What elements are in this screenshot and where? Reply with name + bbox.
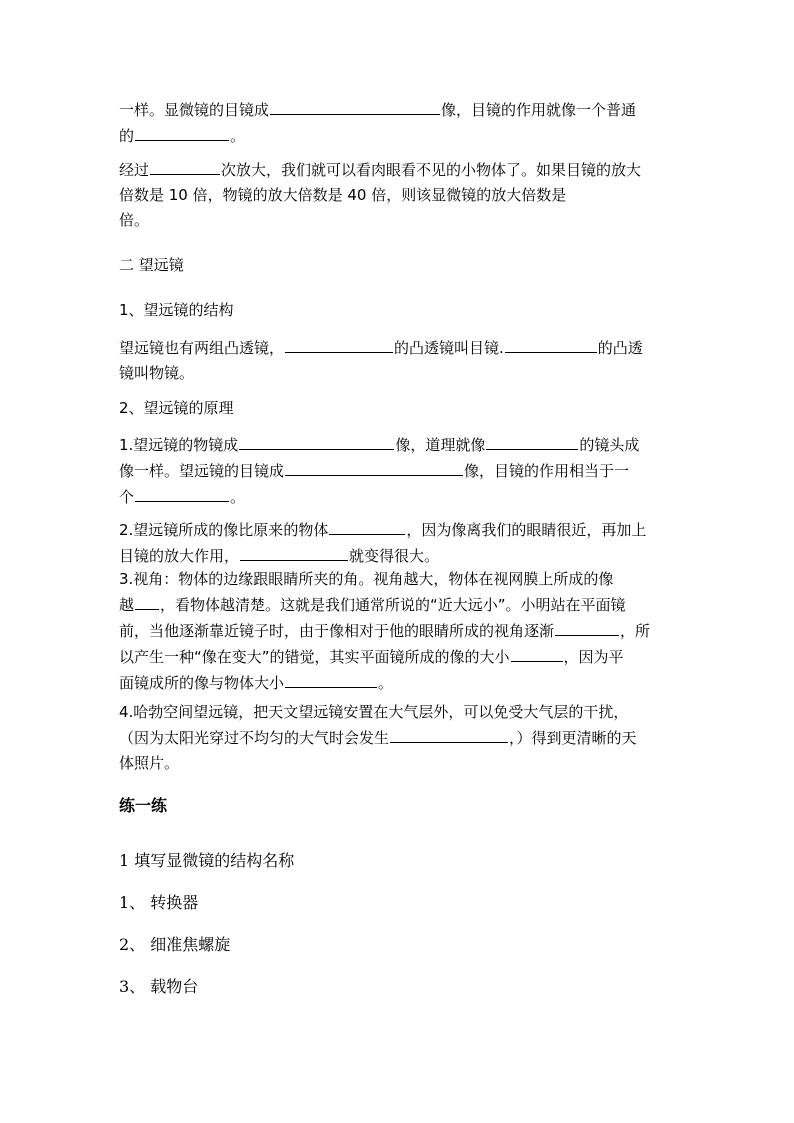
blank-line[interactable] [390, 725, 508, 743]
list-item: 2、 细准焦螺旋 [119, 935, 231, 954]
text: 个 [119, 488, 135, 506]
text: 像一样。望远镜的目镜成 [119, 462, 285, 480]
paragraph-visual-angle [119, 567, 675, 696]
text: 就变得很大。 [349, 547, 440, 565]
paragraph-objective-image [119, 432, 675, 510]
blank-line[interactable] [270, 97, 440, 115]
blank-line[interactable] [486, 432, 578, 450]
blank-line[interactable] [511, 644, 563, 662]
text: 。 [230, 127, 246, 145]
text: 望远镜也有两组凸透镜， [119, 339, 285, 357]
text: （因为太阳光穿过不均匀的大气时会发生 [119, 729, 390, 747]
text: ，看物体越清楚。这就是我们通常所说的“近大远小”。小明站在平面镜 [160, 596, 626, 614]
paragraph-magnification [119, 157, 675, 233]
blank-line[interactable] [135, 484, 229, 502]
text: 的镜头成 [579, 436, 640, 454]
blank-line[interactable] [285, 335, 393, 353]
text: 4.哈勃空间望远镜，把天文望远镜安置在大气层外，可以免受大气层的干扰， [119, 703, 629, 721]
text: 经过 [119, 161, 150, 179]
text: 倍数是 10 倍，物镜的放大倍数是 40 倍，则该显微镜的放大倍数是 [119, 186, 567, 204]
text: 。 [230, 488, 246, 506]
blank-line[interactable] [555, 618, 619, 636]
text: 次放大，我们就可以看肉眼看不见的小物体了。如果目镜的放大 [221, 161, 642, 179]
text: 像，道理就像 [395, 436, 486, 454]
blank-line[interactable] [505, 335, 597, 353]
text: 一样。显微镜的目镜成 [119, 101, 270, 119]
subheading-structure: 1、望远镜的结构 [119, 301, 234, 319]
question-1: 1 填写显微镜的结构名称 [119, 851, 295, 870]
text: ，因为平 [563, 648, 624, 666]
text: 像，目镜的作用就像一个普通 [441, 101, 637, 119]
text: 体照片。 [119, 754, 180, 772]
blank-line[interactable] [329, 517, 405, 535]
practice-heading: 练一练 [119, 796, 168, 815]
text: 前，当他逐渐靠近镜子时，由于像相对于他的眼睛所成的视角逐渐 [119, 622, 555, 640]
blank-line[interactable] [240, 543, 348, 561]
text: 的凸透镜叫目镜. [394, 339, 504, 357]
blank-line[interactable] [135, 123, 229, 141]
subheading-principle: 2、望远镜的原理 [119, 399, 234, 417]
text: ，）得到更清晰的天 [509, 729, 637, 747]
text: 的 [119, 127, 135, 145]
text: 的凸透 [597, 339, 643, 357]
paragraph-image-size [119, 517, 675, 569]
list-item: 3、 载物台 [119, 977, 199, 996]
text: 3.视角：物体的边缘跟眼睛所夹的角。视角越大，物体在视网膜上所成的像 [119, 570, 614, 588]
text: 2.望远镜所成的像比原来的物体 [119, 521, 329, 539]
text: 越 [119, 596, 135, 614]
paragraph-microscope-eyepiece [119, 97, 675, 149]
blank-line[interactable] [135, 592, 159, 610]
blank-line[interactable] [285, 670, 377, 688]
text: 面镜成所的像与物体大小 [119, 674, 285, 692]
text: 倍。 [119, 211, 150, 229]
text: 镜叫物镜。 [119, 364, 195, 382]
text: 1.望远镜的物镜成 [119, 436, 239, 454]
list-item: 1、 转换器 [119, 893, 199, 912]
paragraph-telescope-structure [119, 335, 675, 386]
text: 。 [378, 674, 394, 692]
paragraph-hubble [119, 700, 675, 776]
blank-line[interactable] [150, 157, 220, 175]
text: 以产生一种“像在变大”的错觉，其实平面镜所成的像的大小 [119, 648, 510, 666]
text: 目镜的放大作用， [119, 547, 240, 565]
text: ，所 [620, 622, 651, 640]
section-heading-telescope: 二 望远镜 [119, 256, 184, 274]
text: 像，目镜的作用相当于一 [464, 462, 630, 480]
blank-line[interactable] [285, 458, 463, 476]
text: ，因为像离我们的眼睛很近，再加上 [406, 521, 647, 539]
blank-line[interactable] [239, 432, 394, 450]
